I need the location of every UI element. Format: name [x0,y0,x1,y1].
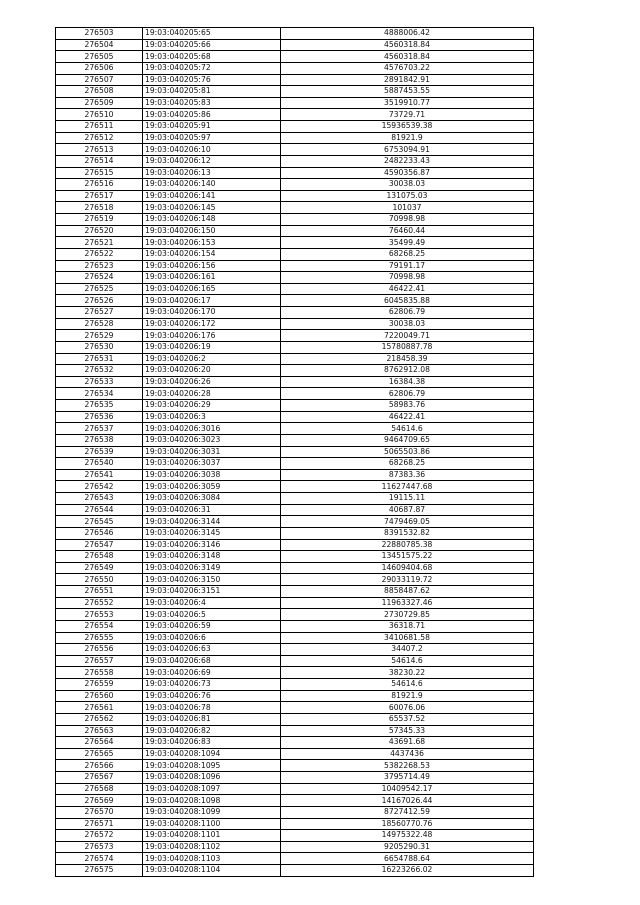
value-cell: 14167026.44 [281,795,534,807]
cadastral-number-cell: 19:03:040206:154 [143,248,281,260]
table-row [56,841,534,853]
cadastral-number-cell: 19:03:040206:3016 [143,423,281,435]
row-number-cell: 276530 [56,341,143,353]
cadastral-number-cell: 19:03:040206:31 [143,504,281,516]
table-row [56,144,534,156]
cadastral-number-cell: 19:03:040206:59 [143,620,281,632]
row-number-cell: 276515 [56,167,143,179]
row-number-cell: 276531 [56,353,143,365]
table-row [56,539,534,551]
row-number-cell: 276552 [56,597,143,609]
table-row [56,853,534,865]
table-row [56,597,534,609]
cadastral-number-cell: 19:03:040206:176 [143,330,281,342]
value-cell: 54614.6 [281,423,534,435]
table-row [56,330,534,342]
row-number-cell: 276524 [56,272,143,284]
value-cell: 2482233.43 [281,155,534,167]
cadastral-number-cell: 19:03:040206:4 [143,597,281,609]
row-number-cell: 276542 [56,481,143,493]
table-row [56,434,534,446]
cadastral-number-cell: 19:03:040208:1101 [143,830,281,842]
table-row [56,388,534,400]
cadastral-number-cell: 19:03:040206:150 [143,225,281,237]
row-number-cell: 276513 [56,144,143,156]
row-number-cell: 276561 [56,702,143,714]
table-row [56,702,534,714]
cadastral-number-cell: 19:03:040205:66 [143,39,281,51]
table-row [56,516,534,528]
row-number-cell: 276559 [56,679,143,691]
value-cell: 76460.44 [281,225,534,237]
value-cell: 4560318.84 [281,51,534,63]
row-number-cell: 276562 [56,713,143,725]
cadastral-number-cell: 19:03:040206:141 [143,190,281,202]
row-number-cell: 276537 [56,423,143,435]
table-row [56,655,534,667]
table-row [56,469,534,481]
table-row [56,574,534,586]
cadastral-number-cell: 19:03:040206:172 [143,318,281,330]
cadastral-number-cell: 19:03:040208:1098 [143,795,281,807]
row-number-cell: 276512 [56,132,143,144]
row-number-cell: 276570 [56,806,143,818]
value-cell: 34407.2 [281,644,534,656]
value-cell: 15780887.78 [281,341,534,353]
row-number-cell: 276518 [56,202,143,214]
value-cell: 6654788.64 [281,853,534,865]
table-row [56,97,534,109]
value-cell: 70998.98 [281,214,534,226]
value-cell: 8727412.59 [281,806,534,818]
row-number-cell: 276551 [56,586,143,598]
table-row [56,376,534,388]
row-number-cell: 276526 [56,295,143,307]
row-number-cell: 276555 [56,632,143,644]
cadastral-number-cell: 19:03:040206:78 [143,702,281,714]
row-number-cell: 276508 [56,86,143,98]
cadastral-number-cell: 19:03:040208:1099 [143,806,281,818]
cadastral-number-cell: 19:03:040206:3144 [143,516,281,528]
table-row [56,39,534,51]
cadastral-number-cell: 19:03:040206:6 [143,632,281,644]
row-number-cell: 276574 [56,853,143,865]
table-row [56,365,534,377]
row-number-cell: 276511 [56,121,143,133]
value-cell: 131075.03 [281,190,534,202]
row-number-cell: 276560 [56,690,143,702]
row-number-cell: 276529 [56,330,143,342]
row-number-cell: 276565 [56,748,143,760]
table-row [56,307,534,319]
row-number-cell: 276539 [56,446,143,458]
table-row [56,283,534,295]
row-number-cell: 276571 [56,818,143,830]
row-number-cell: 276535 [56,400,143,412]
row-number-cell: 276547 [56,539,143,551]
row-number-cell: 276509 [56,97,143,109]
cadastral-number-cell: 19:03:040206:5 [143,609,281,621]
row-number-cell: 276527 [56,307,143,319]
table-row [56,481,534,493]
table-row [56,86,534,98]
table-row [56,806,534,818]
cadastral-number-cell: 19:03:040206:81 [143,713,281,725]
value-cell: 81921.9 [281,132,534,144]
table-row [56,504,534,516]
value-cell: 218458.39 [281,353,534,365]
cadastral-number-cell: 19:03:040205:81 [143,86,281,98]
cadastral-number-cell: 19:03:040206:76 [143,690,281,702]
value-cell: 2891842.91 [281,74,534,86]
table-row [56,748,534,760]
cadastral-number-cell: 19:03:040208:1094 [143,748,281,760]
cadastral-number-cell: 19:03:040206:3084 [143,493,281,505]
value-cell: 54614.6 [281,679,534,691]
value-cell: 22880785.38 [281,539,534,551]
value-cell: 9464709.65 [281,434,534,446]
cadastral-number-cell: 19:03:040206:63 [143,644,281,656]
table-row [56,458,534,470]
table-row [56,423,534,435]
value-cell: 30038.03 [281,318,534,330]
table-row [56,318,534,330]
row-number-cell: 276544 [56,504,143,516]
cadastral-number-cell: 19:03:040206:140 [143,179,281,191]
table-row [56,493,534,505]
row-number-cell: 276541 [56,469,143,481]
value-cell: 62806.79 [281,388,534,400]
value-cell: 3795714.49 [281,772,534,784]
cadastral-number-cell: 19:03:040205:97 [143,132,281,144]
table-row [56,667,534,679]
cadastral-number-cell: 19:03:040206:73 [143,679,281,691]
table-row [56,237,534,249]
value-cell: 65537.52 [281,713,534,725]
row-number-cell: 276534 [56,388,143,400]
table-row [56,620,534,632]
cadastral-number-cell: 19:03:040206:3151 [143,586,281,598]
value-cell: 101037 [281,202,534,214]
value-cell: 5887453.55 [281,86,534,98]
table-row [56,679,534,691]
row-number-cell: 276522 [56,248,143,260]
table-row [56,121,534,133]
value-cell: 4590356.87 [281,167,534,179]
cadastral-number-cell: 19:03:040206:13 [143,167,281,179]
cadastral-number-cell: 19:03:040205:68 [143,51,281,63]
value-cell: 13451575.22 [281,551,534,563]
cadastral-number-cell: 19:03:040206:3037 [143,458,281,470]
row-number-cell: 276569 [56,795,143,807]
row-number-cell: 276517 [56,190,143,202]
table-row [56,690,534,702]
cadastral-number-cell: 19:03:040205:86 [143,109,281,121]
value-cell: 14975322.48 [281,830,534,842]
row-number-cell: 276533 [56,376,143,388]
row-number-cell: 276556 [56,644,143,656]
row-number-cell: 276516 [56,179,143,191]
data-sheet [55,27,534,877]
value-cell: 79191.17 [281,260,534,272]
table-row [56,795,534,807]
cadastral-number-cell: 19:03:040206:3146 [143,539,281,551]
row-number-cell: 276506 [56,62,143,74]
cadastral-number-cell: 19:03:040206:28 [143,388,281,400]
table-row [56,760,534,772]
cadastral-number-cell: 19:03:040208:1095 [143,760,281,772]
cadastral-number-cell: 19:03:040206:12 [143,155,281,167]
cadastral-number-cell: 19:03:040206:10 [143,144,281,156]
row-number-cell: 276568 [56,783,143,795]
value-cell: 6753094.91 [281,144,534,156]
value-cell: 6045835.88 [281,295,534,307]
value-cell: 40687.87 [281,504,534,516]
cadastral-number-cell: 19:03:040205:72 [143,62,281,74]
cadastral-number-cell: 19:03:040206:19 [143,341,281,353]
row-number-cell: 276514 [56,155,143,167]
cadastral-number-cell: 19:03:040206:156 [143,260,281,272]
value-cell: 73729.71 [281,109,534,121]
cadastral-number-cell: 19:03:040206:82 [143,725,281,737]
cadastral-number-cell: 19:03:040206:3145 [143,527,281,539]
cadastral-number-cell: 19:03:040206:3 [143,411,281,423]
value-cell: 8858487.62 [281,586,534,598]
cadastral-number-cell: 19:03:040206:3031 [143,446,281,458]
value-cell: 18560770.76 [281,818,534,830]
row-number-cell: 276566 [56,760,143,772]
value-cell: 87383.36 [281,469,534,481]
value-cell: 8391532.82 [281,527,534,539]
cadastral-number-cell: 19:03:040206:2 [143,353,281,365]
row-number-cell: 276573 [56,841,143,853]
row-number-cell: 276504 [56,39,143,51]
cadastral-number-cell: 19:03:040206:145 [143,202,281,214]
cadastral-number-cell: 19:03:040206:3148 [143,551,281,563]
table-row [56,51,534,63]
value-cell: 14609404.68 [281,562,534,574]
cadastral-number-cell: 19:03:040206:83 [143,737,281,749]
table-row [56,713,534,725]
table-row [56,214,534,226]
table-row [56,818,534,830]
row-number-cell: 276548 [56,551,143,563]
row-number-cell: 276575 [56,865,143,877]
row-number-cell: 276510 [56,109,143,121]
value-cell: 38230.22 [281,667,534,679]
table-row [56,109,534,121]
cadastral-number-cell: 19:03:040206:29 [143,400,281,412]
table-row [56,74,534,86]
table-row [56,167,534,179]
cadastral-number-cell: 19:03:040206:17 [143,295,281,307]
value-cell: 35499.49 [281,237,534,249]
row-number-cell: 276572 [56,830,143,842]
value-cell: 62806.79 [281,307,534,319]
row-number-cell: 276564 [56,737,143,749]
value-cell: 19115.11 [281,493,534,505]
cadastral-number-cell: 19:03:040205:91 [143,121,281,133]
row-number-cell: 276549 [56,562,143,574]
table-row [56,725,534,737]
row-number-cell: 276519 [56,214,143,226]
value-cell: 7220049.71 [281,330,534,342]
row-number-cell: 276521 [56,237,143,249]
table-row [56,179,534,191]
table-row [56,295,534,307]
value-cell: 68268.25 [281,458,534,470]
row-number-cell: 276545 [56,516,143,528]
row-number-cell: 276546 [56,527,143,539]
table-row [56,562,534,574]
row-number-cell: 276540 [56,458,143,470]
value-cell: 57345.33 [281,725,534,737]
table-row [56,272,534,284]
cadastral-number-cell: 19:03:040208:1097 [143,783,281,795]
cadastral-number-cell: 19:03:040208:1103 [143,853,281,865]
cadastral-number-cell: 19:03:040206:20 [143,365,281,377]
row-number-cell: 276554 [56,620,143,632]
value-cell: 54614.6 [281,655,534,667]
value-cell: 46422.41 [281,411,534,423]
value-cell: 10409542.17 [281,783,534,795]
value-cell: 16223266.02 [281,865,534,877]
value-cell: 8762912.08 [281,365,534,377]
row-number-cell: 276567 [56,772,143,784]
cadastral-number-cell: 19:03:040208:1096 [143,772,281,784]
table-row [56,190,534,202]
table-row [56,783,534,795]
value-cell: 5065503.86 [281,446,534,458]
cadastral-number-cell: 19:03:040205:65 [143,28,281,40]
value-cell: 11963327.46 [281,597,534,609]
cadastral-number-cell: 19:03:040208:1100 [143,818,281,830]
row-number-cell: 276563 [56,725,143,737]
table-row [56,411,534,423]
value-cell: 2730729.85 [281,609,534,621]
value-cell: 3519910.77 [281,97,534,109]
row-number-cell: 276505 [56,51,143,63]
table-body [56,28,534,877]
table-row [56,586,534,598]
row-number-cell: 276525 [56,283,143,295]
table-row [56,551,534,563]
value-cell: 11627447.68 [281,481,534,493]
table-row [56,132,534,144]
value-cell: 81921.9 [281,690,534,702]
value-cell: 4437436 [281,748,534,760]
cadastral-number-cell: 19:03:040205:83 [143,97,281,109]
value-cell: 4576703.22 [281,62,534,74]
row-number-cell: 276507 [56,74,143,86]
value-cell: 70998.98 [281,272,534,284]
cadastral-number-cell: 19:03:040208:1102 [143,841,281,853]
cadastral-number-cell: 19:03:040206:3149 [143,562,281,574]
row-number-cell: 276543 [56,493,143,505]
cadastral-number-cell: 19:03:040206:3038 [143,469,281,481]
value-cell: 68268.25 [281,248,534,260]
cadastral-table [55,27,534,877]
cadastral-number-cell: 19:03:040206:148 [143,214,281,226]
row-number-cell: 276503 [56,28,143,40]
table-row [56,400,534,412]
row-number-cell: 276550 [56,574,143,586]
cadastral-number-cell: 19:03:040206:3023 [143,434,281,446]
row-number-cell: 276532 [56,365,143,377]
cadastral-number-cell: 19:03:040206:153 [143,237,281,249]
row-number-cell: 276553 [56,609,143,621]
table-row [56,632,534,644]
cadastral-number-cell: 19:03:040206:170 [143,307,281,319]
table-row [56,28,534,40]
cadastral-number-cell: 19:03:040208:1104 [143,865,281,877]
table-row [56,446,534,458]
value-cell: 7479469.05 [281,516,534,528]
table-row [56,644,534,656]
value-cell: 5382268.53 [281,760,534,772]
value-cell: 30038.03 [281,179,534,191]
cadastral-number-cell: 19:03:040206:161 [143,272,281,284]
value-cell: 36318.71 [281,620,534,632]
value-cell: 15936539.38 [281,121,534,133]
table-row [56,225,534,237]
table-row [56,155,534,167]
value-cell: 43691.68 [281,737,534,749]
row-number-cell: 276557 [56,655,143,667]
value-cell: 9205290.31 [281,841,534,853]
cadastral-number-cell: 19:03:040206:26 [143,376,281,388]
table-row [56,248,534,260]
row-number-cell: 276520 [56,225,143,237]
table-row [56,609,534,621]
row-number-cell: 276558 [56,667,143,679]
cadastral-number-cell: 19:03:040206:68 [143,655,281,667]
table-row [56,527,534,539]
value-cell: 58983.76 [281,400,534,412]
row-number-cell: 276528 [56,318,143,330]
row-number-cell: 276538 [56,434,143,446]
value-cell: 60076.06 [281,702,534,714]
table-row [56,353,534,365]
cadastral-number-cell: 19:03:040206:3059 [143,481,281,493]
cadastral-number-cell: 19:03:040206:165 [143,283,281,295]
row-number-cell: 276523 [56,260,143,272]
value-cell: 16384.38 [281,376,534,388]
row-number-cell: 276536 [56,411,143,423]
value-cell: 46422.41 [281,283,534,295]
table-row [56,865,534,877]
value-cell: 4560318.84 [281,39,534,51]
table-row [56,830,534,842]
table-row [56,260,534,272]
table-row [56,341,534,353]
value-cell: 3410681.58 [281,632,534,644]
table-row [56,772,534,784]
cadastral-number-cell: 19:03:040206:69 [143,667,281,679]
cadastral-number-cell: 19:03:040206:3150 [143,574,281,586]
value-cell: 29033119.72 [281,574,534,586]
table-row [56,62,534,74]
table-row [56,202,534,214]
table-row [56,737,534,749]
value-cell: 4888006.42 [281,28,534,40]
cadastral-number-cell: 19:03:040205:76 [143,74,281,86]
